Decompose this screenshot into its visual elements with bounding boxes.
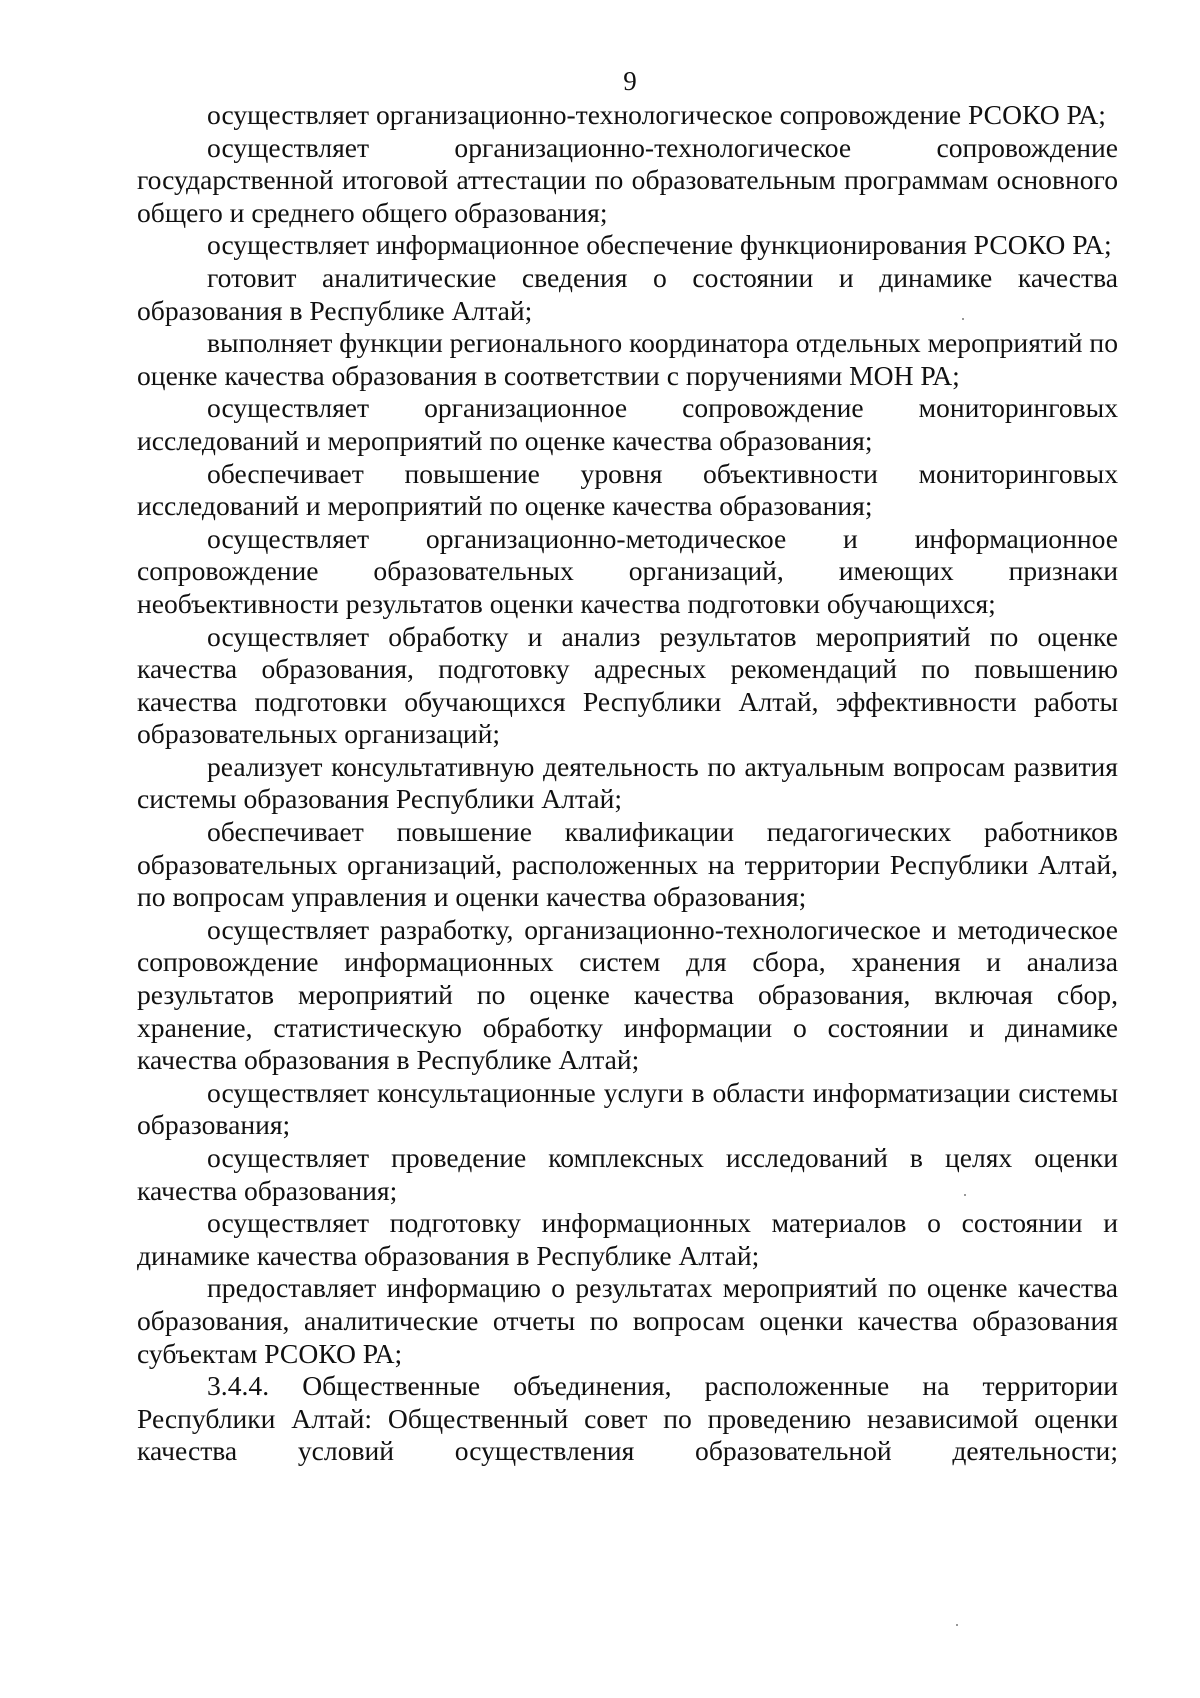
paragraph-qualification: обеспечивает повышение квалификации педагогических работников образовательных организаций, расположенных на территории Республики Алтай, по вопросам управления и оценки качества образования;	[137, 816, 1118, 913]
paragraph-research: осуществляет проведение комплексных исследований в целях оценки качества образования;	[137, 1142, 1118, 1206]
paragraph-materials: осуществляет подготовку информационных материалов о состоянии и динамике качества образования в Республике Алтай;	[137, 1207, 1118, 1271]
paragraph-monitoring-support: осуществляет организационное сопровождение мониторинговых исследований и мероприятий по оценке качества образования;	[137, 392, 1118, 456]
paragraph-methodical-support: осуществляет организационно-методическое и информационное сопровождение образовательных организаций, имеющих признаки необъективности результатов оценки качества подготовки обучающихся;	[137, 522, 1118, 619]
paragraph-processing-analysis: осуществляет обработку и анализ результатов мероприятий по оценке качества образования, подготовку адресных рекомендаций по повышению качества подготовки обучающихся Республики Алтай, эффективности работы образовательных организаций;	[137, 620, 1118, 750]
paragraph-analytics: готовит аналитические сведения о состоянии и динамике качества образования в Республике Алтай;	[137, 261, 1118, 326]
scan-speck	[956, 1624, 958, 1626]
paragraph-consultative: реализует консультативную деятельность по актуальным вопросам развития системы образования Республики Алтай;	[137, 750, 1118, 815]
paragraph-reports: предоставляет информацию о результатах мероприятий по оценке качества образования, аналитические отчеты по вопросам оценки качества образования субъектам РСОКО РА;	[137, 1272, 1118, 1369]
paragraph-rsoko-support: осуществляет организационно-технологическое сопровождение РСОКО РА;	[207, 99, 1106, 130]
page-number: 9	[623, 66, 637, 96]
paragraph-informatization: осуществляет консультационные услуги в области информатизации системы образования;	[137, 1076, 1118, 1141]
paragraph-section-3-4-4: 3.4.4. Общественные объединения, расположенные на территории Республики Алтай: Общественный совет по проведению независимой оценки качества условий осуществления образовательной деятельности;	[137, 1370, 1118, 1467]
paragraph-info-systems: осуществляет разработку, организационно-технологическое и методическое сопровождение информационных систем для сбора, хранения и анализа результатов мероприятий по оценке качества образования, включая сбор, хранение, статистическую обработку информации о состоянии и динамике качества образования в Республике Алтай;	[137, 913, 1118, 1076]
paragraph-info-support: осуществляет информационное обеспечение функционирования РСОКО РА;	[207, 229, 1112, 261]
document-body	[137, 99, 1118, 1468]
paragraph-objectivity: обеспечивает повышение уровня объективности мониторинговых исследований и мероприятий по оценке качества образования;	[137, 457, 1118, 522]
paragraph-gia-support: осуществляет организационно-технологическое сопровождение государственной итоговой аттестации по образовательным программам основного общего и среднего общего образования;	[137, 131, 1118, 228]
scan-speck	[962, 318, 964, 320]
scan-speck	[964, 1194, 966, 1196]
paragraph-coordinator: выполняет функции регионального координатора отдельных мероприятий по оценке качества образования в соответствии с поручениями МОН РА;	[137, 327, 1118, 391]
